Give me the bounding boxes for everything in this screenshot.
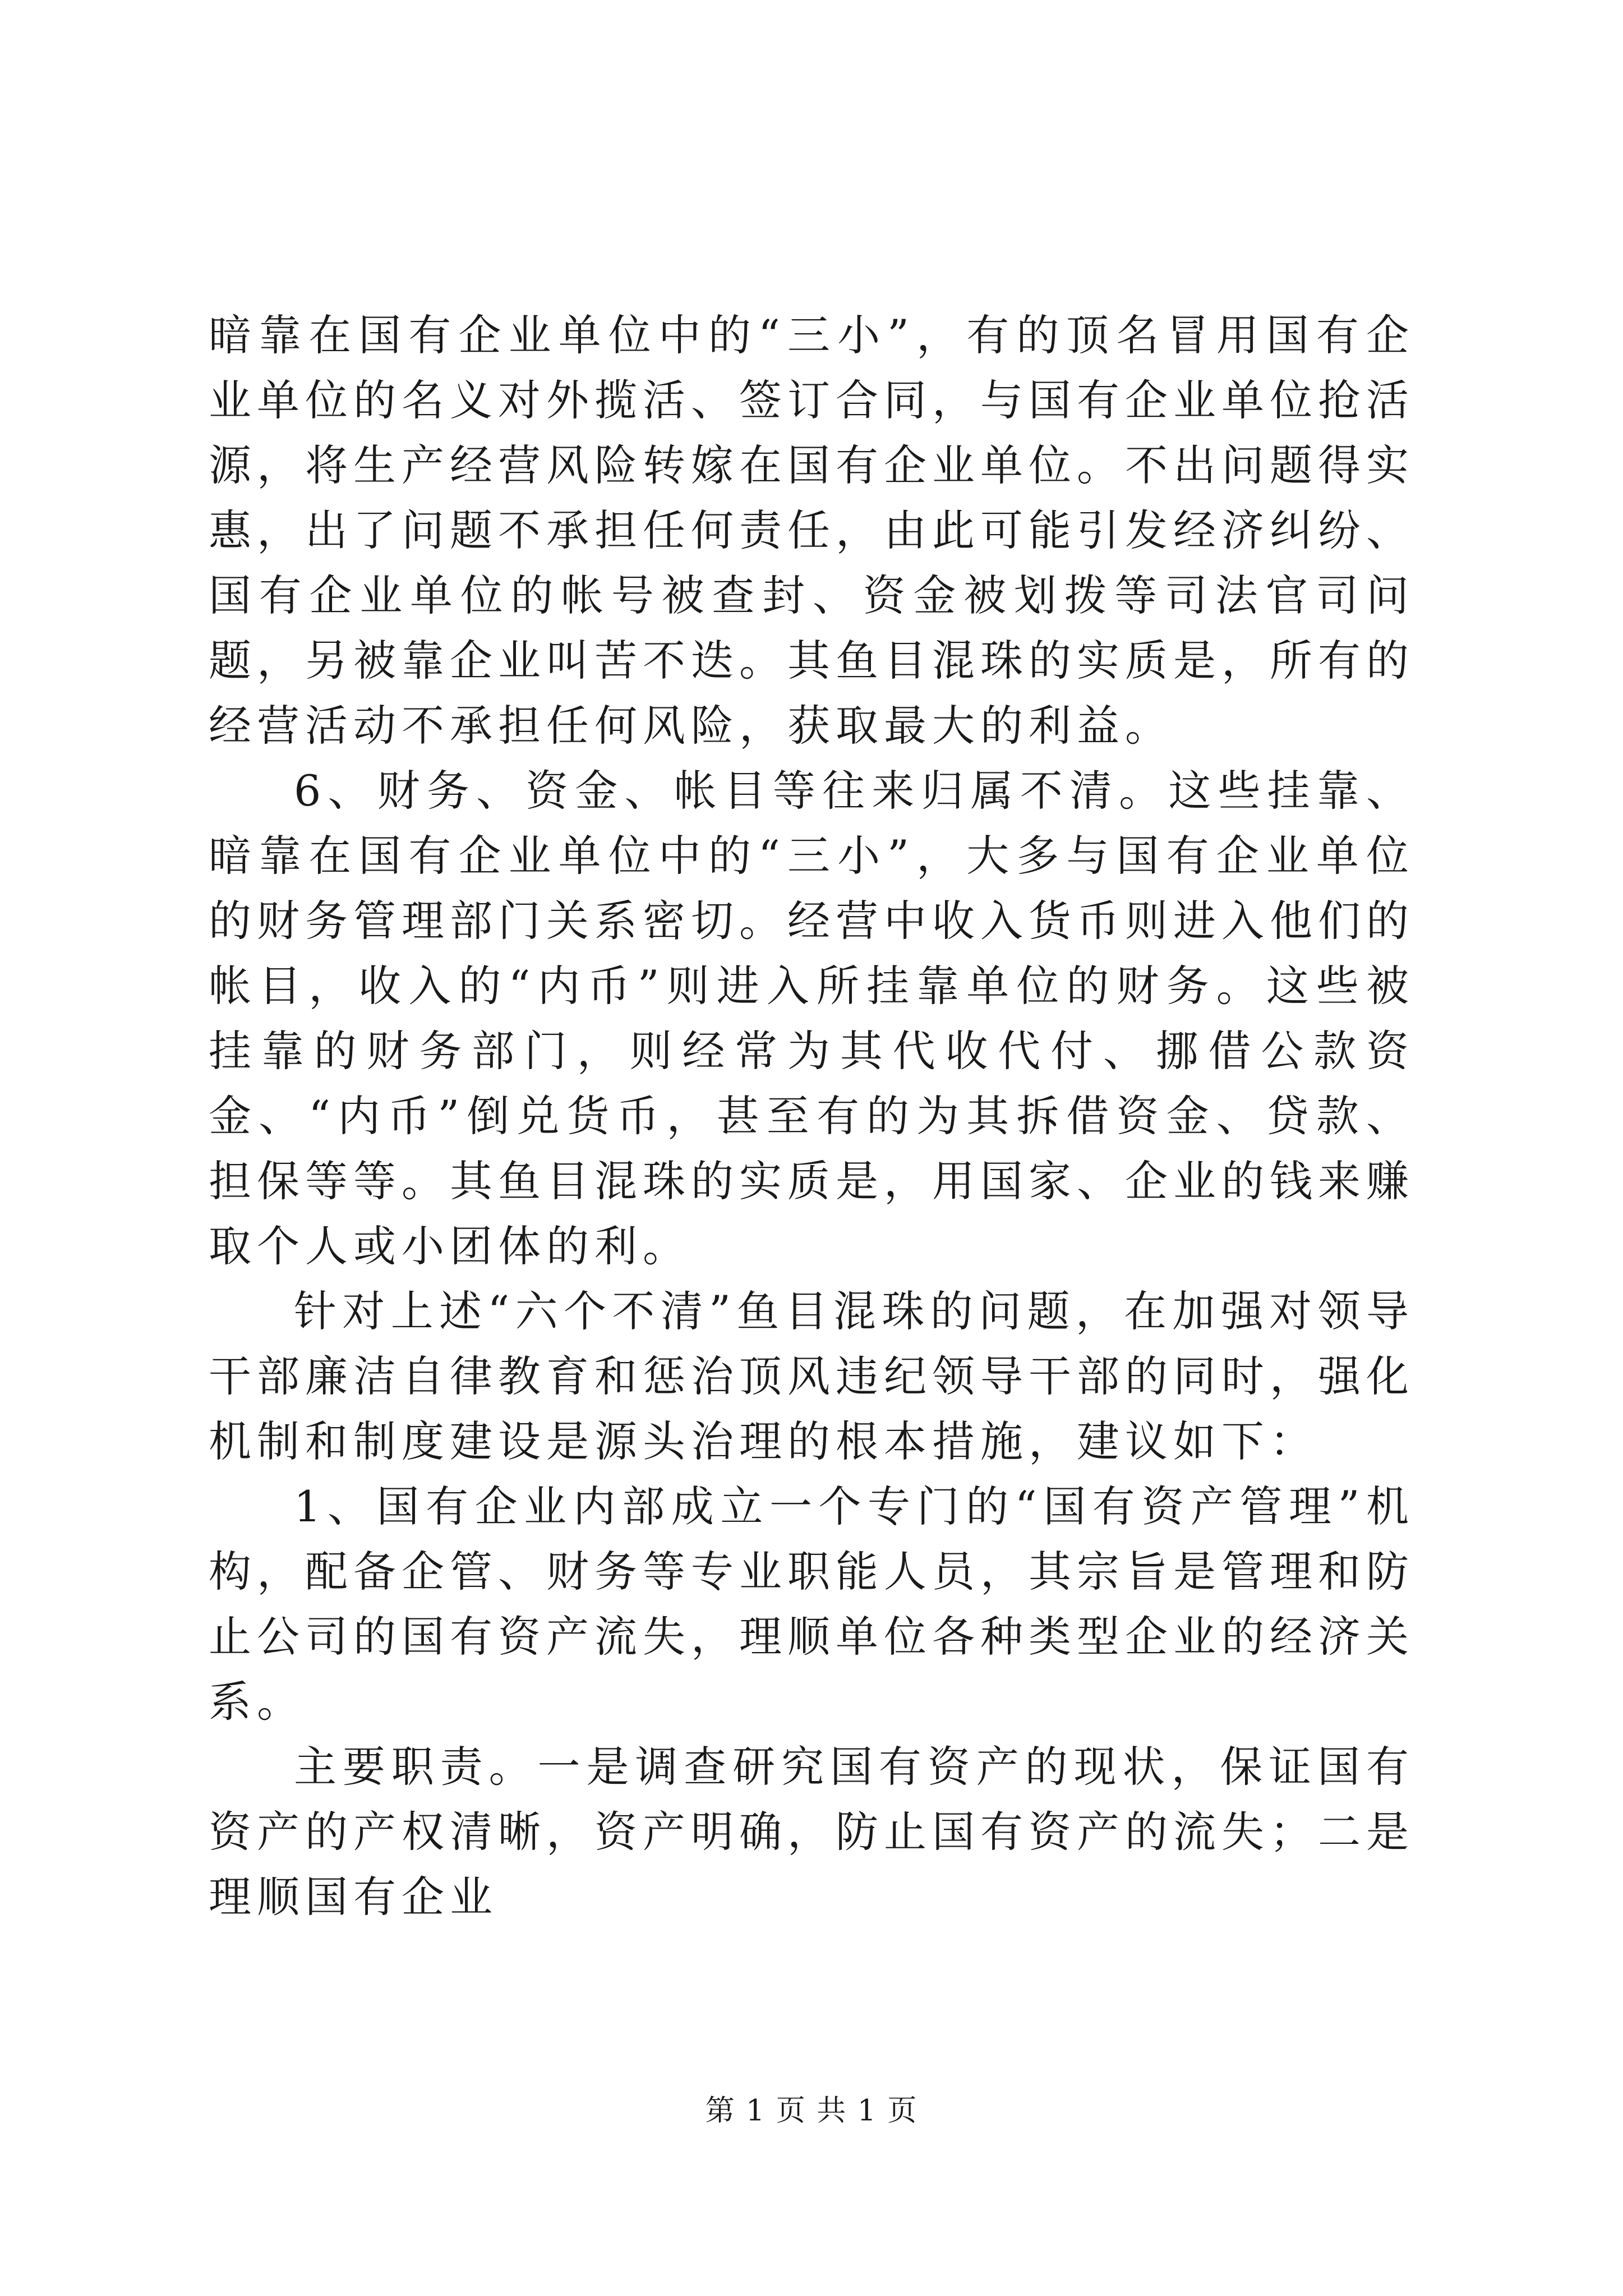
paragraph-4: 1、国有企业内部成立一个专门的“国有资产管理”机构，配备企管、财务等专业职能人员，其宗旨是管理和防止公司的国有资产流失，理顺单位各种类型企业的经济关系。 [209,1481,1414,1727]
page-footer: 第 1 页 共 1 页 [705,2094,918,2128]
paragraph-5: 主要职责。一是调查研究国有资产的现状，保证国有资产的产权清晰，资产明确，防止国有资产的流失；二是理顺国有企业 [209,1742,1414,1922]
paragraph-2: 6、财务、资金、帐目等往来归属不清。这些挂靠、暗靠在国有企业单位中的“三小”，大多与国有企业单位的财务管理部门关系密切。经营中收入货币则进入他们的帐目，收入的“内币”则进入所挂靠单位的财务。这些被挂靠的财务部门，则经常为其代收代付、挪借公款资金、“内币”倒兑货币，甚至有的为其拆借资金、贷款、担保等等。其鱼目混珠的实质是，用国家、企业的钱来赚取个人或小团体的利。 [209,766,1414,1271]
paragraph-1: 暗靠在国有企业单位中的“三小”，有的顶名冒用国有企业单位的名义对外揽活、签订合同，与国有企业单位抢活源，将生产经营风险转嫁在国有企业单位。不出问题得实惠，出了问题不承担任何责任，由此可能引发经济纠纷、国有企业单位的帐号被查封、资金被划拨等司法官司问题，另被靠企业叫苦不迭。其鱼目混珠的实质是，所有的经营活动不承担任何风险，获取最大的利益。 [209,310,1414,751]
document-body [209,303,1414,1930]
paragraph-3: 针对上述“六个不清”鱼目混珠的问题，在加强对领导干部廉洁自律教育和惩治顶风违纪领导干部的同时，强化机制和制度建设是源头治理的根本措施，建议如下： [209,1286,1414,1466]
